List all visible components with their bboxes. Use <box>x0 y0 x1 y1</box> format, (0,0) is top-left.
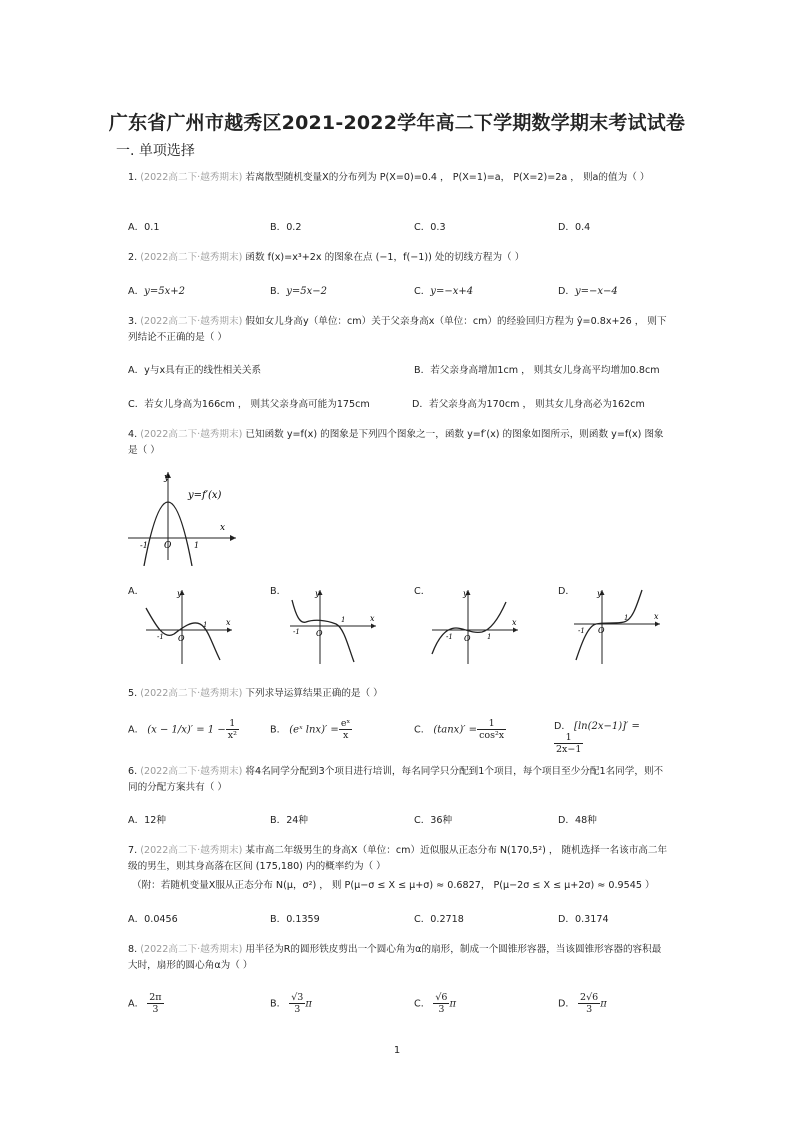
option-b[interactable]: B． $\frac{√3}{3}$ π <box>270 992 312 1015</box>
options-q5 <box>128 716 668 755</box>
question-6 <box>128 764 668 796</box>
svg-text:y: y <box>315 589 320 598</box>
question-number: 7. <box>128 845 138 856</box>
svg-text:-1: -1 <box>293 628 300 636</box>
option-a[interactable]: A．0.1 <box>128 222 160 233</box>
option-b[interactable]: B．0.1359 <box>270 914 320 925</box>
option-b[interactable]: B． <box>270 586 287 597</box>
graph-option-a[interactable] <box>142 586 238 666</box>
svg-text:O: O <box>164 541 172 551</box>
option-d[interactable]: D． <box>558 586 575 597</box>
option-b[interactable]: B．24种 <box>270 815 308 826</box>
question-number: 2. <box>128 252 138 263</box>
graph-option-c[interactable] <box>428 586 524 666</box>
document-title: 广东省广州市越秀区2021-2022学年高二下学期数学期末考试试卷 <box>108 112 686 134</box>
option-b[interactable]: B． (eˣ lnx)′ = $\frac{\text{eˣ}}{x}$ <box>270 718 351 741</box>
question-stem: 某市高二年级男生的身高X（单位：cm）近似服从正态分布 N(170,5²) ， 随机选择一名该市高二年级的男生，则其身高落在区间 (175,180) 内的概率约为（ ） <box>128 845 668 872</box>
option-c[interactable]: C． (tanx)′ = $\frac{1}{\text{cos²x}}$ <box>414 718 505 741</box>
option-a[interactable]: A． $\frac{2\pi}{3}$ <box>128 992 162 1015</box>
question-8 <box>128 942 668 974</box>
option-d[interactable]: D．0.4 <box>558 222 591 233</box>
graph-label: y=f′(x) <box>188 490 222 501</box>
question-number: 5. <box>128 688 138 699</box>
option-d[interactable]: D． [ln(2x−1)]′ = $\frac{1}{2x-1}$ <box>554 721 640 755</box>
svg-text:x: x <box>220 523 226 533</box>
question-number: 6. <box>128 766 138 777</box>
option-c[interactable]: C．若女儿身高为166cm ， 则其父亲身高可能为175cm <box>128 399 370 410</box>
options-q6 <box>128 812 668 830</box>
svg-text:y: y <box>597 589 602 598</box>
svg-text:O: O <box>464 634 471 643</box>
question-number: 8. <box>128 944 138 955</box>
graph-option-b[interactable] <box>286 586 382 666</box>
svg-text:O: O <box>178 634 185 643</box>
option-a[interactable]: A．0.0456 <box>128 914 178 925</box>
question-5 <box>128 686 668 702</box>
question-stem: 用半径为R的圆形铁皮剪出一个圆心角为α的扇形，制成一个圆锥形容器，当该圆锥形容器的容积最大时，扇形的圆心角α为（ ） <box>128 944 662 971</box>
option-b[interactable]: B．0.2 <box>270 222 302 233</box>
svg-text:-1: -1 <box>578 627 585 635</box>
option-a[interactable]: A．y与x具有正的线性相关关系 <box>128 365 262 376</box>
svg-text:1: 1 <box>194 541 200 550</box>
option-c[interactable]: C．y=−x+4 <box>414 286 474 297</box>
svg-text:y: y <box>164 473 170 483</box>
options-q7 <box>128 911 668 929</box>
svg-text:x: x <box>654 612 659 621</box>
option-d[interactable]: D． $\frac{2√6}{3}$ π <box>558 992 607 1015</box>
option-a[interactable]: A． <box>128 586 145 597</box>
option-c[interactable]: C．36种 <box>414 815 453 826</box>
svg-text:y: y <box>463 589 468 598</box>
section-heading: 一. 单项选择 <box>116 143 195 159</box>
option-d[interactable]: D．y=−x−4 <box>558 286 618 297</box>
question-7-note: （附：若随机变量X服从正态分布 N(μ，σ²) ， 则 P(μ−σ ≤ X ≤ μ+σ) ≈ 0.6827， P(μ−2σ ≤ X ≤ μ+2σ) ≈ 0.9545 ） <box>132 880 655 891</box>
question-2 <box>128 250 668 266</box>
question-number: 1. <box>128 172 138 183</box>
option-c[interactable]: C． $\frac{√6}{3}$ π <box>414 992 457 1015</box>
question-stem: 已知函数 y=f(x) 的图象是下列四个图象之一，函数 y=f′(x) 的图象如图所示，则函数 y=f(x) 图象是（ ） <box>128 429 664 456</box>
options-q3-row2 <box>128 396 668 414</box>
svg-text:x: x <box>370 614 375 623</box>
svg-text:1: 1 <box>624 614 629 622</box>
svg-text:O: O <box>598 626 605 635</box>
question-source: (2022高二下·越秀期末) <box>140 944 243 955</box>
question-4 <box>128 427 668 459</box>
derivative-graph <box>124 468 244 566</box>
options-q3-row1 <box>128 362 668 380</box>
svg-text:1: 1 <box>203 621 208 629</box>
options-q8 <box>128 990 668 1020</box>
graph-option-d[interactable] <box>570 586 666 666</box>
options-q1 <box>128 219 668 237</box>
option-b[interactable]: B．若父亲身高增加1cm ， 则其女儿身高平均增加0.8cm <box>414 365 660 376</box>
option-d[interactable]: D．48种 <box>558 815 597 826</box>
svg-text:-1: -1 <box>157 633 164 641</box>
question-source: (2022高二下·越秀期末) <box>140 316 243 327</box>
question-source: (2022高二下·越秀期末) <box>140 845 243 856</box>
page-number: 1 <box>393 1045 401 1056</box>
question-7 <box>128 843 668 875</box>
option-b[interactable]: B．y=5x−2 <box>270 286 327 297</box>
question-source: (2022高二下·越秀期末) <box>140 766 243 777</box>
question-stem: 假如女儿身高y（单位：cm）关于父亲身高x（单位：cm）的经验回归方程为 ŷ=0.8x+26 ， 则下列结论不正确的是（ ） <box>128 316 667 343</box>
option-d[interactable]: D．若父亲身高为170cm ， 则其女儿身高必为162cm <box>412 399 645 410</box>
question-stem: 下列求导运算结果正确的是（ ） <box>245 688 383 699</box>
option-a[interactable]: A．12种 <box>128 815 166 826</box>
question-stem: 函数 f(x)=x³+2x 的图象在点 (−1，f(−1)) 处的切线方程为（ ） <box>245 252 525 263</box>
option-d[interactable]: D．0.3174 <box>558 914 609 925</box>
svg-text:-1: -1 <box>140 541 148 550</box>
question-number: 4. <box>128 429 138 440</box>
question-source: (2022高二下·越秀期末) <box>140 172 243 183</box>
question-stem: 将4名同学分配到3个项目进行培训，每名同学只分配到1个项目，每个项目至少分配1名同学，则不同的分配方案共有（ ） <box>128 766 664 793</box>
svg-text:y: y <box>177 589 182 598</box>
option-a[interactable]: A． (x − 1/x)′ = 1 − $\frac{1}{\text{x²}}$ <box>128 718 237 741</box>
option-c[interactable]: C．0.3 <box>414 222 446 233</box>
option-c[interactable]: C．0.2718 <box>414 914 464 925</box>
question-3 <box>128 314 668 346</box>
question-source: (2022高二下·越秀期末) <box>140 688 243 699</box>
option-a[interactable]: A．y=5x+2 <box>128 286 185 297</box>
question-source: (2022高二下·越秀期末) <box>140 429 243 440</box>
question-1 <box>128 170 668 186</box>
option-c[interactable]: C． <box>414 586 431 597</box>
svg-text:1: 1 <box>487 633 492 641</box>
options-q2 <box>128 283 668 301</box>
svg-text:x: x <box>226 618 231 627</box>
svg-text:-1: -1 <box>446 633 453 641</box>
svg-text:x: x <box>512 618 517 627</box>
question-source: (2022高二下·越秀期末) <box>140 252 243 263</box>
question-number: 3. <box>128 316 138 327</box>
svg-text:1: 1 <box>341 616 346 624</box>
svg-text:O: O <box>316 629 323 638</box>
question-stem: 若离散型随机变量X的分布列为 P(X=0)=0.4 ， P(X=1)=a， P(X=2)=2a ， 则a的值为（ ） <box>245 172 650 183</box>
